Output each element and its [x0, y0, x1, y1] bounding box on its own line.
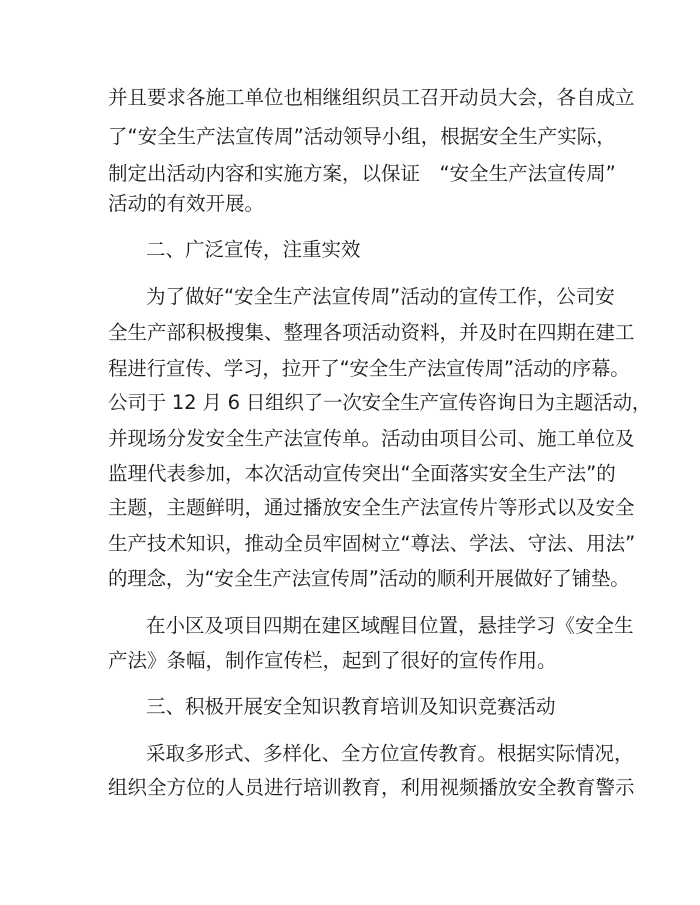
body-line-10: 并现场分发安全生产法宣传单。活动由项目公司、施工单位及	[108, 427, 635, 450]
body-line-13: 生产技术知识，推动全员牢固树立“尊法、学法、守法、用法”	[108, 532, 636, 555]
body-line-4: 活动的有效开展。	[108, 192, 265, 215]
body-line-11: 监理代表参加，本次活动宣传突出“全面落实安全生产法”的	[108, 462, 616, 485]
body-line-14: 的理念，为“安全生产法宣传周”活动的顺利开展做好了铺垫。	[108, 567, 630, 590]
section-heading-2: 二、广泛宣传，注重实效	[146, 238, 361, 261]
body-line-19: 组织全方位的人员进行培训教育，利用视频播放安全教育警示	[108, 776, 635, 799]
body-line-18: 采取多形式、多样化、全方位宣传教育。根据实际情况，	[146, 742, 634, 765]
body-line-12: 主题，主题鲜明，通过播放安全生产法宣传片等形式以及安全	[108, 496, 635, 519]
body-line-15: 在小区及项目四期在建区域醒目位置，悬挂学习《安全生	[146, 614, 634, 637]
body-line-9: 公司于 12 月 6 日组织了一次安全生产宣传咨询日为主题活动，	[108, 391, 652, 414]
body-line-1: 并且要求各施工单位也相继组织员工召开动员大会，各自成立	[108, 86, 635, 109]
body-line-16: 产法》条幅，制作宣传栏，起到了很好的宣传作用。	[108, 649, 557, 672]
body-line-8: 程进行宣传、学习，拉开了“安全生产法宣传周”活动的序幕。	[108, 357, 630, 380]
body-line-3: 制定出活动内容和实施方案，以保证 “安全生产法宣传周”	[108, 162, 616, 185]
body-line-7: 全生产部积极搜集、整理各项活动资料，并及时在四期在建工	[108, 321, 635, 344]
body-line-2: 了“安全生产法宣传周”活动领导小组，根据安全生产实际，	[108, 125, 616, 148]
body-line-6: 为了做好“安全生产法宣传周”活动的宣传工作，公司安	[146, 285, 615, 308]
section-heading-3: 三、积极开展安全知识教育培训及知识竞赛活动	[146, 695, 556, 718]
